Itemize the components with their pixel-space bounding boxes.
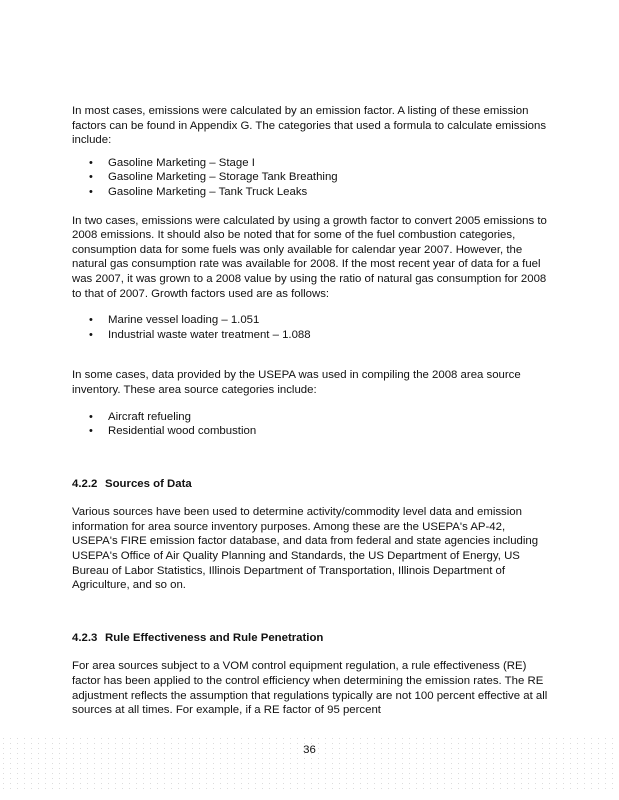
list-item: • Industrial waste water treatment – 1.088 [72,328,548,343]
list-item: • Gasoline Marketing – Stage I [72,156,548,171]
document-page [72,104,548,718]
page-number: 36 [303,744,316,756]
list-item: • Marine vessel loading – 1.051 [72,313,548,328]
section-number: 4.2.2 [72,477,98,490]
rule-effectiveness-paragraph: For area sources subject to a VOM control equipment regulation, a rule effectiveness (RE) factor has been applied to the control efficiency when determining the emission rates. The RE adjustment reflects the assumption that regulations typically are not 100 percent effective at all sources at all times. For example, if a RE factor of 95 percent [72,660,548,717]
section-title: Sources of Data [105,477,192,490]
section-title: Rule Effectiveness and Rule Penetration [105,631,324,644]
section-number: 4.2.3 [72,631,98,644]
intro-paragraph: In most cases, emissions were calculated by an emission factor. A listing of these emission factors can be found in Appendix G. The categories that used a formula to calculate emissions include: [72,105,547,147]
growth-factor-list [72,313,548,342]
list-item: • Aircraft refueling [72,410,548,425]
usepa-paragraph: In some cases, data provided by the USEPA was used in compiling the 2008 area source inventory. These area source categories include: [72,369,521,396]
sources-paragraph: Various sources have been used to determine activity/commodity level data and emission information for area source inventory purposes. Among these are the USEPA's AP-42, USEPA's FIRE emission factor database, and data from federal and state agencies including USEPA's Office of Air Quality Planning and Standards, the US Department of Energy, US Bureau of Labor Statistics, Illinois Department of Transportation, Illinois Department of Agriculture, and so on. [72,506,539,592]
list-item: • Gasoline Marketing – Storage Tank Breathing [72,170,548,185]
section-heading-rule [72,631,548,646]
formula-category-list [72,156,548,200]
list-item: • Gasoline Marketing – Tank Truck Leaks [72,185,548,200]
growth-factor-paragraph: In two cases, emissions were calculated by using a growth factor to convert 2005 emissions to 2008 emissions. It should also be noted that for some of the fuel combustion categories, consumption data for some fuels was only available for calendar year 2007. However, the natural gas consumption rate was available for 2008. If the most recent year of data for a fuel was 2007, it was grown to a 2008 value by using the ratio of natural gas consumption for 2008 to that of 2007. Growth factors used are as follows: [72,214,547,300]
usepa-category-list [72,410,548,439]
section-heading-sources [72,477,548,492]
list-item: • Residential wood combustion [72,424,548,439]
